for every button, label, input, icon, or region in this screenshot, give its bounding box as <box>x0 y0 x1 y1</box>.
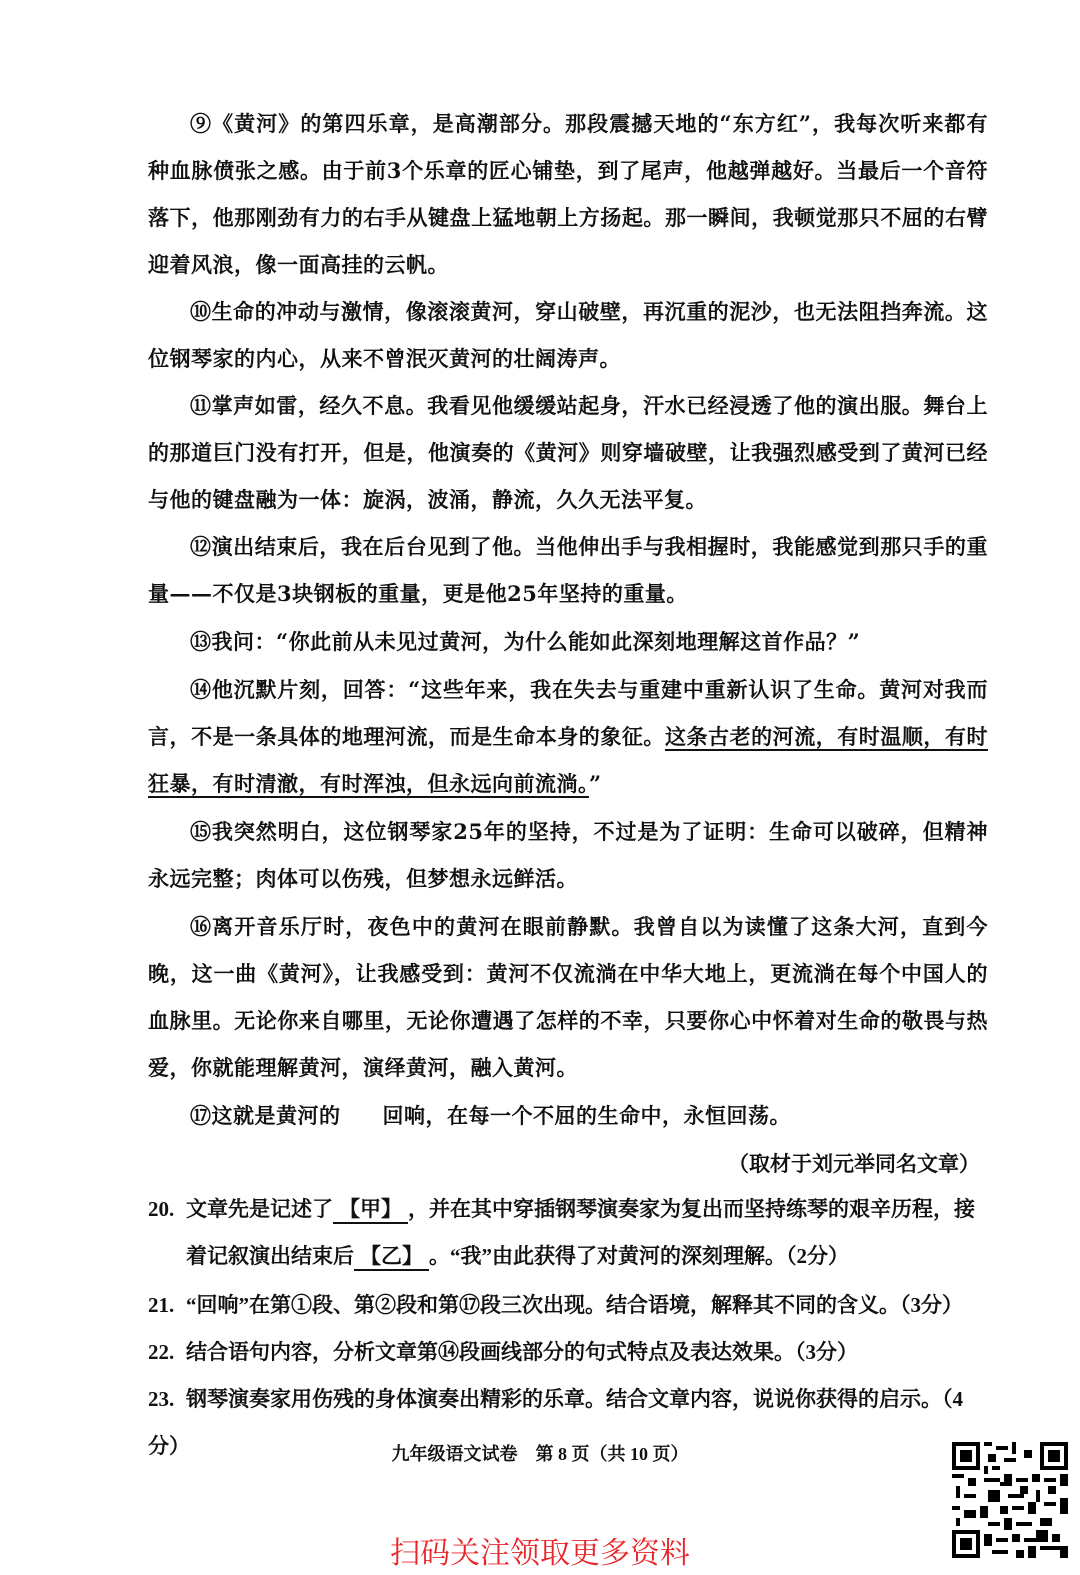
blank-yi[interactable]: 【乙】 <box>354 1243 429 1271</box>
question-text: 钢琴演奏家用伤残的身体演奏出精彩的乐章。结合文章内容，说说你获得的启示。（4分） <box>148 1387 963 1458</box>
source-note: （取材于刘元举同名文章） <box>728 1152 980 1176</box>
paragraph-14-text: ⑭他沉默片刻，回答：“这些年来，我在失去与重建中重新认识了生命。黄河对我而言，不是一条具体的地理河流，而是生命本身的象征。 <box>148 677 988 749</box>
paragraph-17-text: ⑰这就是黄河的 <box>190 1103 341 1128</box>
paragraph-17 <box>148 1092 988 1139</box>
emphasis-dotted-word: 回响 · · <box>341 1092 426 1139</box>
question-text: “回响”在第①段、第②段和第⑰段三次出现。结合语境，解释其不同的含义。（3分） <box>186 1293 963 1317</box>
question-text: 文章先是记述了 <box>186 1197 333 1221</box>
question-number: 23. <box>148 1387 175 1411</box>
paragraph-13: ⑬我问：“你此前从未见过黄河，为什么能如此深刻地理解这首作品？” <box>190 629 861 654</box>
question-number: 20. <box>148 1197 175 1221</box>
paragraph-15: ⑮我突然明白，这位钢琴家25年的坚持，不过是为了证明：生命可以破碎，但精神永远完整；肉体可以伤残，但梦想永远鲜活。 <box>148 819 988 891</box>
question-22 <box>148 1329 988 1376</box>
paragraph-11: ⑪掌声如雷，经久不息。我看见他缓缓站起身，汗水已经浸透了他的演出服。舞台上的那道巨门没有打开，但是，他演奏的《黄河》则穿墙破壁，让我强烈感受到了黄河已经与他的键盘融为一体：旋涡，波涌，静流，久久无法平复。 <box>148 393 988 512</box>
paragraph-14-end: ” <box>589 771 602 796</box>
question-text: 着记叙演出结束后 <box>186 1244 354 1268</box>
underlined-sentence: 这条古老的河流，有时温顺，有时狂暴，有时清澈，有时浑浊，但永远向前流淌。 <box>148 724 989 796</box>
blank-jia[interactable]: 【甲】 <box>333 1196 408 1224</box>
page-footer: 九年级语文试卷 第 8 页（共 10 页） <box>391 1444 689 1464</box>
question-number: 21. <box>148 1293 175 1317</box>
paragraph-16: ⑯离开音乐厅时，夜色中的黄河在眼前静默。我曾自以为读懂了这条大河，直到今晚，这一曲《黄河》，让我感受到：黄河不仅流淌在中华大地上，更流淌在每个中国人的血脉里。无论你来自哪里，无论你遭遇了怎样的不幸，只要你心中怀着对生命的敬畏与热爱，你就能理解黄河，演绎黄河，融入黄河。 <box>148 914 988 1080</box>
paragraph-14 <box>148 666 988 807</box>
question-text: ，并在其中穿插钢琴演奏家为复出而坚持练琴的艰辛历程，接 <box>408 1197 975 1221</box>
paragraph-10: ⑩生命的冲动与激情，像滚滚黄河，穿山破壁，再沉重的泥沙，也无法阻挡奔流。这位钢琴家的内心，从来不曾泯灭黄河的壮阔涛声。 <box>148 299 988 371</box>
question-number: 22. <box>148 1340 175 1364</box>
paragraph-9: ⑨《黄河》的第四乐章，是高潮部分。那段震撼天地的“东方红”，我每次听来都有种血脉偾张之感。由于前3个乐章的匠心铺垫，到了尾声，他越弹越好。当最后一个音符落下，他那刚劲有力的右手从键盘上猛地朝上方扬起。那一瞬间，我顿觉那只不屈的右臂迎着风浪，像一面高挂的云帆。 <box>148 111 988 277</box>
question-text: 。“我”由此获得了对黄河的深刻理解。（2分） <box>429 1244 849 1268</box>
question-20 <box>148 1186 988 1280</box>
question-21 <box>148 1282 988 1329</box>
paragraph-12: ⑫演出结束后，我在后台见到了他。当他伸出手与我相握时，我能感觉到那只手的重量——不仅是3块钢板的重量，更是他25年坚持的重量。 <box>148 534 988 606</box>
question-text: 结合语句内容，分析文章第⑭段画线部分的句式特点及表达效果。（3分） <box>186 1340 858 1364</box>
promo-banner[interactable]: 扫码关注领取更多资料 <box>390 1536 690 1571</box>
paragraph-17-end: ，在每一个不屈的生命中，永恒回荡。 <box>425 1103 791 1128</box>
